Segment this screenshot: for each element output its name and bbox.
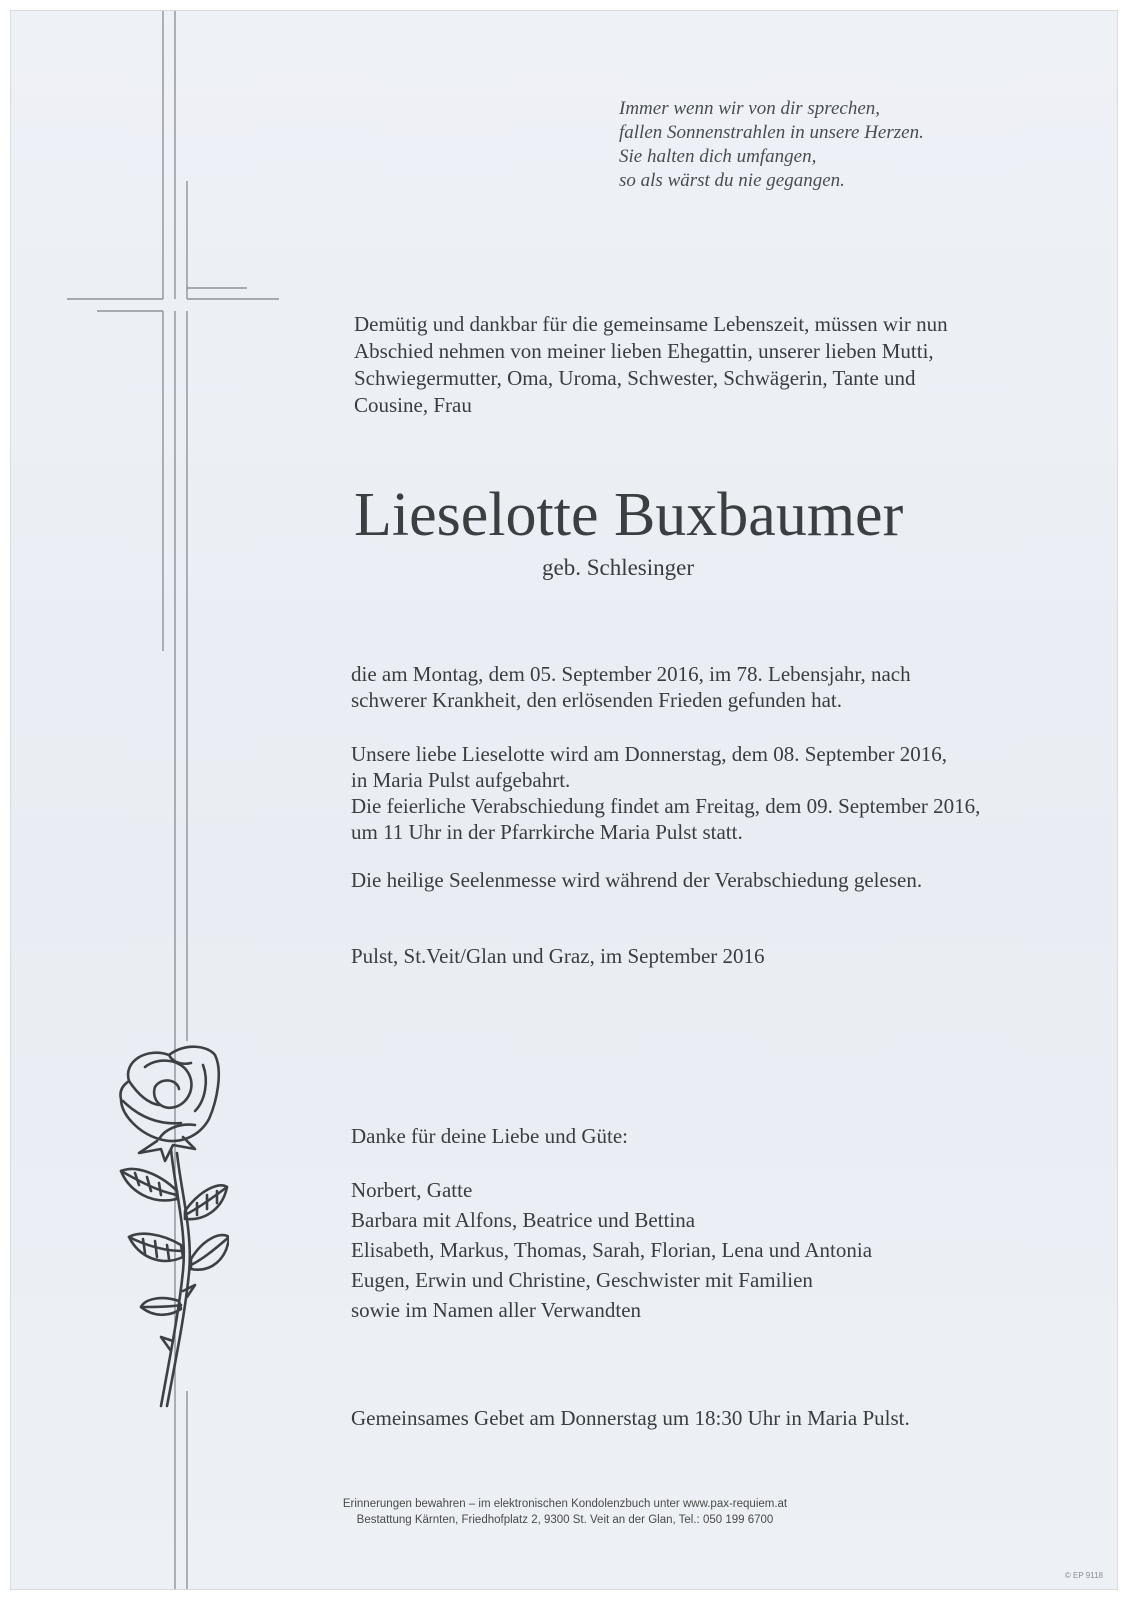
place-date-line: Pulst, St.Veit/Glan und Graz, im September 2016 <box>351 944 765 968</box>
birth-name: geb. Schlesinger <box>542 555 695 580</box>
death-line: die am Montag, dem 05. September 2016, im 78. Lebensjahr, nach <box>351 662 911 686</box>
place-date <box>351 943 1041 969</box>
mass-notice <box>351 867 1041 893</box>
obituary-page <box>10 10 1118 1590</box>
arrangements-line: Die feierliche Verabschiedung findet am Freitag, dem 09. September 2016, <box>351 794 981 818</box>
mourner-line: sowie im Namen aller Verwandten <box>351 1298 642 1322</box>
intro-line: Schwiegermutter, Oma, Uroma, Schwester, Schwägerin, Tante und <box>354 366 916 390</box>
quote-line: Sie halten dich umfangen, <box>619 146 817 167</box>
quote-line: fallen Sonnenstrahlen in unsere Herzen. <box>619 122 924 143</box>
arrangements-line: um 11 Uhr in der Pfarrkirche Maria Pulst statt. <box>351 820 743 844</box>
memorial-quote <box>619 97 924 193</box>
death-notice <box>351 661 1041 713</box>
rose-icon <box>99 1041 229 1411</box>
print-code: © EP 9118 <box>1064 1571 1103 1580</box>
intro-line: Cousine, Frau <box>354 393 472 417</box>
mourner-line: Barbara mit Alfons, Beatrice und Bettina <box>351 1208 696 1232</box>
death-line: schwerer Krankheit, den erlösenden Frieden gefunden hat. <box>351 688 842 712</box>
mourners-list <box>351 1175 1041 1325</box>
intro-line: Demütig und dankbar für die gemeinsame Lebenszeit, müssen wir nun <box>354 312 948 336</box>
thanks-heading-line: Danke für deine Liebe und Güte: <box>351 1124 628 1148</box>
arrangements <box>351 741 1041 845</box>
deceased-name: Lieselotte Buxbaumer <box>354 481 904 549</box>
mourner-line: Eugen, Erwin und Christine, Geschwister mit Familien <box>351 1268 813 1292</box>
quote-line: so als wärst du nie gegangen. <box>619 170 845 191</box>
arrangements-line: in Maria Pulst aufgebahrt. <box>351 768 571 792</box>
mourner-line: Norbert, Gatte <box>351 1178 473 1202</box>
mass-line: Die heilige Seelenmesse wird während der Verabschiedung gelesen. <box>351 868 923 892</box>
footer-address: Bestattung Kärnten, Friedhofplatz 2, 9300 St. Veit an der Glan, Tel.: 050 199 6700 <box>356 1514 774 1526</box>
prayer-line: Gemeinsames Gebet am Donnerstag um 18:30 Uhr in Maria Pulst. <box>351 1406 910 1430</box>
thanks-heading <box>351 1123 1041 1149</box>
intro-paragraph <box>354 311 1014 419</box>
intro-line: Abschied nehmen von meiner lieben Ehegattin, unserer lieben Mutti, <box>354 339 934 363</box>
prayer-notice <box>351 1405 1041 1431</box>
footer-condolence: Erinnerungen bewahren – im elektronischen Kondolenzbuch unter www.pax-requiem.at <box>342 1498 788 1510</box>
quote-line: Immer wenn wir von dir sprechen, <box>619 98 881 119</box>
arrangements-line: Unsere liebe Lieselotte wird am Donnerstag, dem 08. September 2016, <box>351 742 947 766</box>
mourner-line: Elisabeth, Markus, Thomas, Sarah, Florian, Lena und Antonia <box>351 1238 873 1262</box>
